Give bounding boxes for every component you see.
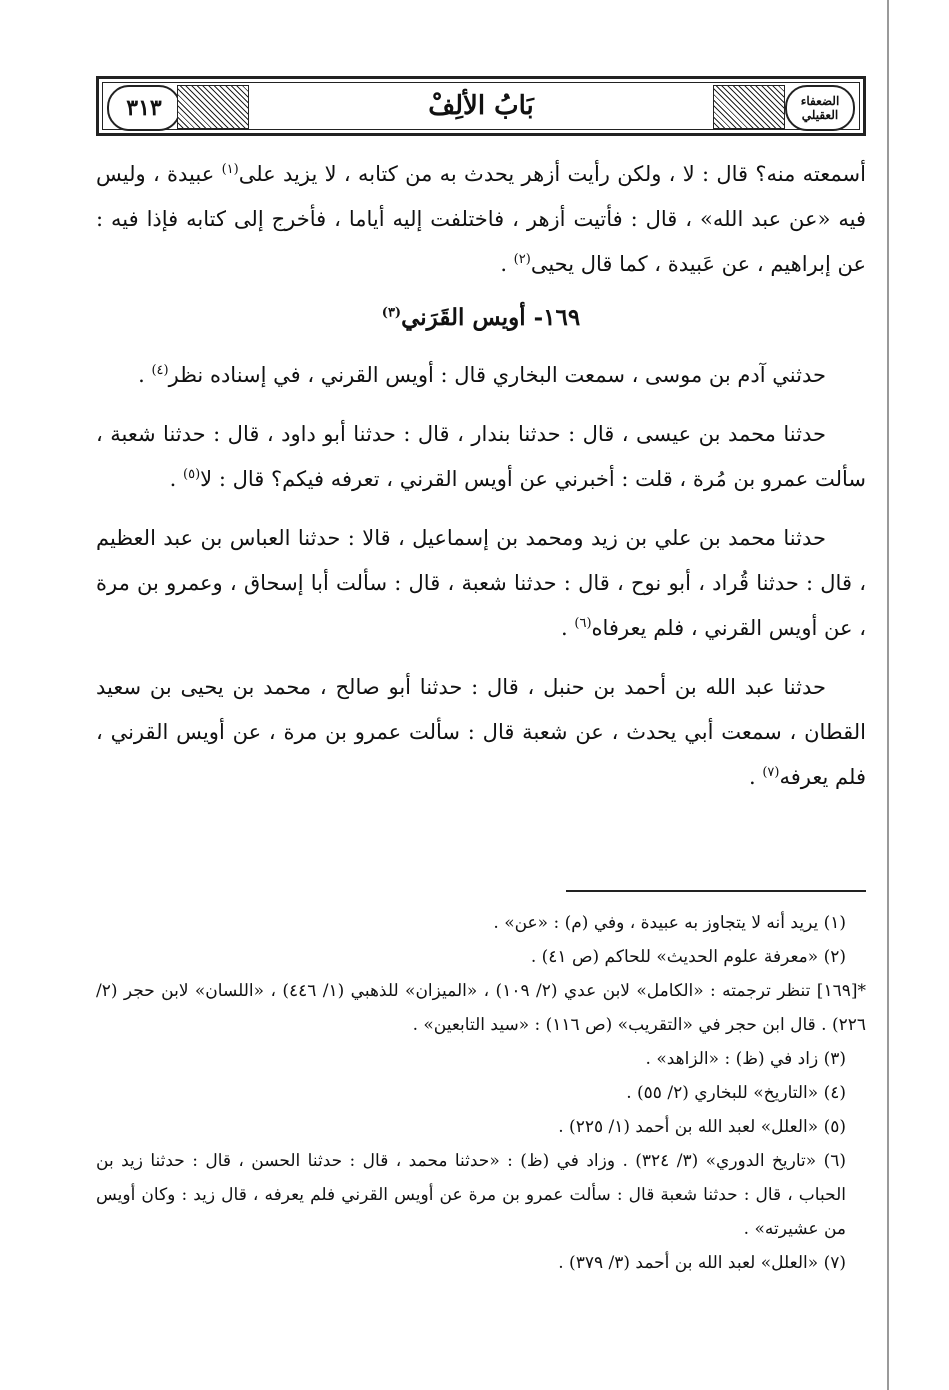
footnote-ref: (٢)	[513, 252, 531, 267]
footnote-ref: (١)	[221, 162, 239, 177]
running-title: بَابُ الألِفْ	[428, 91, 534, 121]
footnote: *[١٦٩] تنظر ترجمته : «الكامل» لابن عدي (٢/ ١٠٩) ، «الميزان» للذهبي (١/ ٤٤٦) ، «اللسان» لابن حجر (٢/ ٢٢٦) . قال ابن حجر في «التقريب» (ص ١١٦) : «سيد التابعين» .	[96, 981, 866, 1035]
footnote-ref: (٥)	[183, 467, 201, 482]
header-ornament-left	[177, 85, 249, 129]
paragraph: حدثني آدم بن موسى ، سمعت البخاري قال : أويس القرني ، في إسناده نظر$^{(٤)}$ .	[138, 363, 826, 387]
footnotes	[96, 906, 866, 1280]
entry-heading: ١٦٩- أويس القَرَني$^{(٣)}$	[381, 304, 581, 331]
footnote-ref: (٧)	[762, 765, 780, 780]
footnote: (٤) «التاريخ» للبخاري (٢/ ٥٥) .	[626, 1083, 846, 1103]
header-ornament-right	[713, 85, 785, 129]
main-text	[96, 152, 866, 814]
page-number: ٣١٣	[107, 85, 181, 131]
paragraph: حدثنا محمد بن علي بن زيد ومحمد بن إسماعيل ، قالا : حدثنا العباس بن عبد العظيم ، قال : حدثنا قُراد ، أبو نوح ، قال : حدثنا شعبة ، قال : سألت أبا إسحاق ، وعمرو بن مرة ، عن أويس القرني ، فلم يعرفاه$^{(٦)}$ .	[96, 526, 866, 640]
paragraph: حدثنا محمد بن عيسى ، قال : حدثنا بندار ، قال : حدثنا أبو داود ، قال : حدثنا شعبة ، سألت عمرو بن مُرة ، قلت : أخبرني عن أويس القرني ، تعرفه فيكم؟ قال : لا$^{(٥)}$ .	[96, 422, 866, 491]
footnote: (١) يريد أنه لا يتجاوز به عبيدة ، وفي (م) : «عن» .	[493, 913, 846, 933]
footnote-separator	[566, 890, 866, 892]
paragraph: حدثنا عبد الله بن أحمد بن حنبل ، قال : حدثنا أبو صالح ، محمد بن يحيى بن سعيد القطان ، سمعت أبي يحدث ، عن شعبة قال : سألت عمرو بن مرة ، عن أويس القرني ، فلم يعرفه$^{(٧)}$ .	[96, 675, 866, 789]
footnote: (٦) «تاريخ الدوري» (٣/ ٣٢٤) . وزاد في (ظ) : «حدثنا محمد ، قال : حدثنا الحسن ، قال : حدثنا زيد بن الحباب ، قال : حدثنا شعبة قال : سألت عمرو بن مرة عن أويس القرني فلم يعرفه ، قال زيد : وكان أويس من عشيرته» .	[96, 1151, 847, 1239]
footnote: (٢) «معرفة علوم الحديث» للحاكم (ص ٤١) .	[530, 947, 846, 967]
footnote: (٧) «العلل» لعبد الله بن أحمد (٣/ ٣٧٩) .	[558, 1253, 846, 1273]
footnote: (٣) زاد في (ظ) : «الزاهد» .	[645, 1049, 846, 1069]
page-edge-rule	[887, 0, 889, 1390]
paragraph-continuation: أسمعته منه؟ قال : لا ، ولكن رأيت أزهر يحدث به من كتابه ، لا يزيد على$^{(١)}$ عبيدة ، وليس فيه «عن عبد الله» ، قال : فأتيت أزهر ، فاختلفت إليه أياما ، فأخرج إلى كتابه فإذا فيه : عن إبراهيم ، عن عَبيدة ، كما قال يحيى$^{(٢)}$ .	[96, 162, 866, 276]
footnote-ref: (٦)	[574, 616, 592, 631]
footnote: (٥) «العلل» لعبد الله بن أحمد (١/ ٢٢٥) .	[558, 1117, 846, 1137]
footnote-ref: (٤)	[151, 363, 169, 378]
page-header	[96, 76, 866, 136]
footnote-ref: (٣)	[381, 305, 402, 321]
book-logo: الضعفاء العقيلي	[785, 85, 855, 131]
